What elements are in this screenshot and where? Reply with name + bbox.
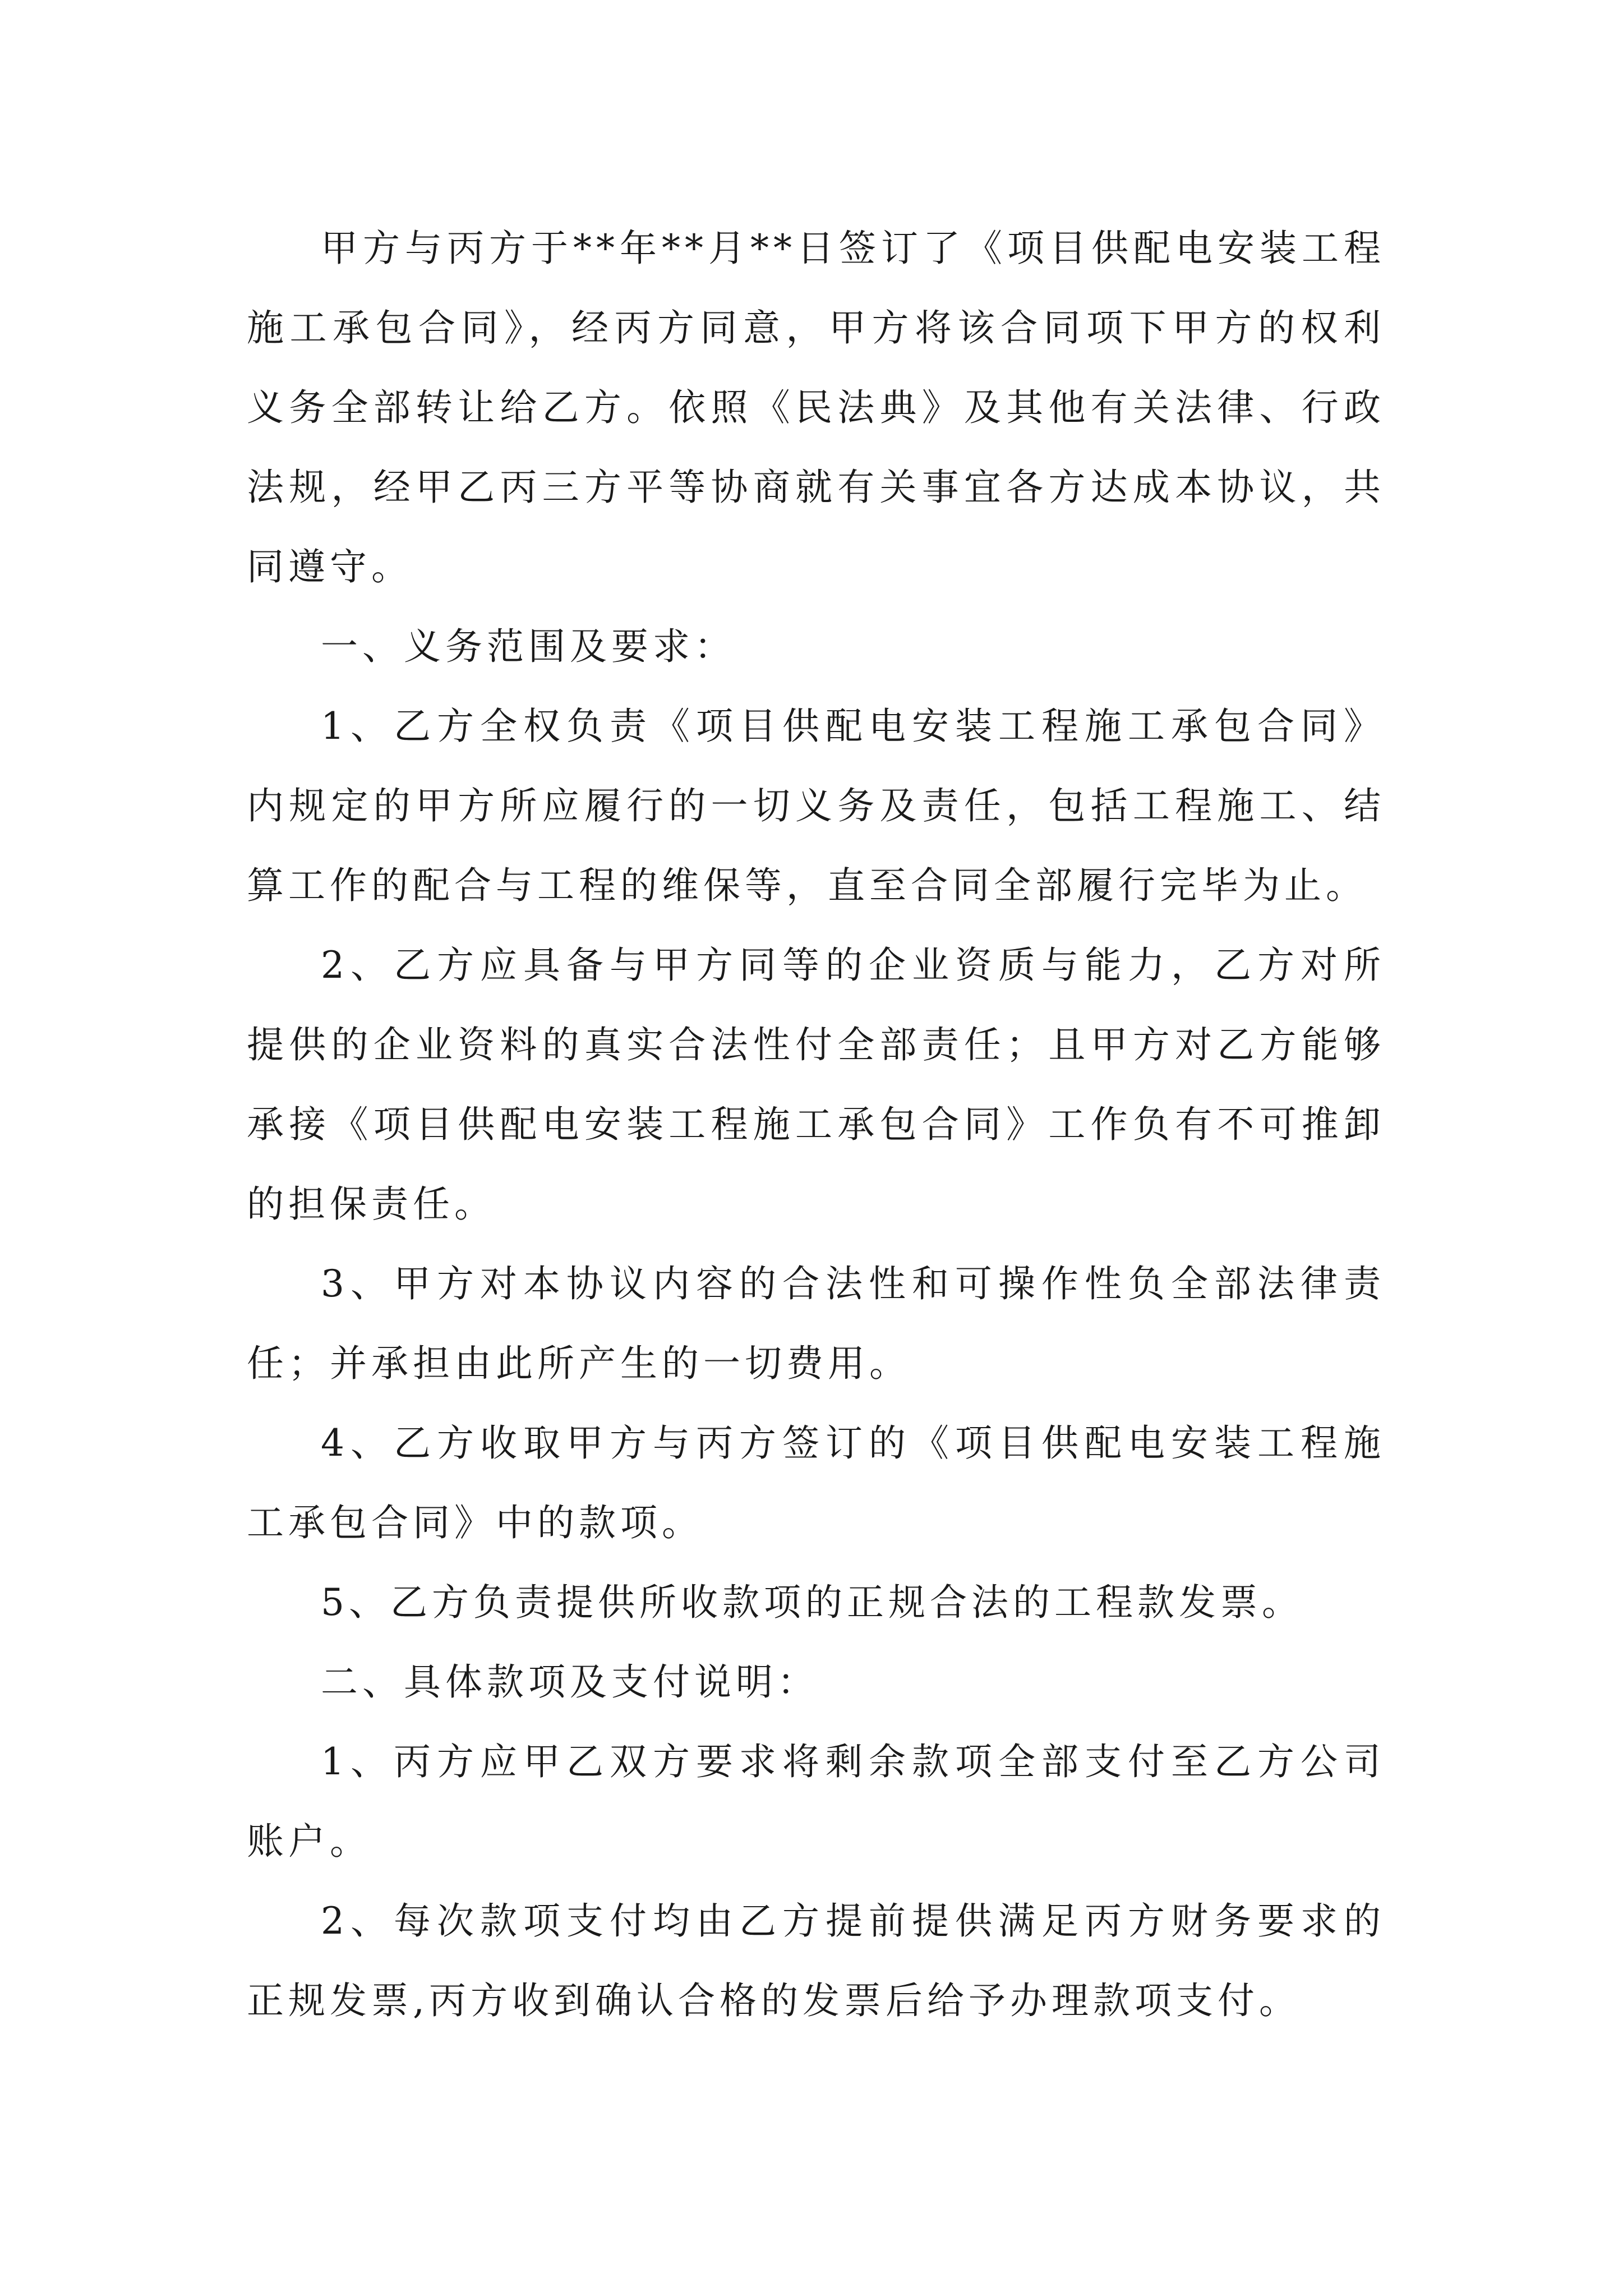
clause-2-2: 2、每次款项支付均由乙方提前提供满足丙方财务要求的正规发票,丙方收到确认合格的发票后给予办理款项支付。 — [247, 1899, 1385, 2022]
document-body — [247, 209, 1385, 2041]
clause-1-2: 2、乙方应具备与甲方同等的企业资质与能力，乙方对所提供的企业资料的真实合法性付全部责任；且甲方对乙方能够承接《项目供配电安装工程施工承包合同》工作负有不可推卸的担保责任。 — [247, 944, 1385, 1226]
section-heading-payment: 二、具体款项及支付说明： — [321, 1660, 819, 1704]
clause-2-1: 1、丙方应甲乙双方要求将剩余款项全部支付至乙方公司账户。 — [247, 1740, 1385, 1863]
clause-1-3: 3、甲方对本协议内容的合法性和可操作性负全部法律责任；并承担由此所产生的一切费用。 — [247, 1262, 1385, 1385]
section-heading-obligations: 一、义务范围及要求： — [321, 625, 736, 668]
clause-1-1: 1、乙方全权负责《项目供配电安装工程施工承包合同》内规定的甲方所应履行的一切义务及责任，包括工程施工、结算工作的配合与工程的维保等，直至合同全部履行完毕为止。 — [247, 705, 1385, 907]
paragraph-intro: 甲方与丙方于**年**月**日签订了《项目供配电安装工程施工承包合同》，经丙方同意，甲方将该合同项下甲方的权利义务全部转让给乙方。依照《民法典》及其他有关法律、行政法规，经甲乙丙三方平等协商就有关事宜各方达成本协议，共同遵守。 — [247, 227, 1385, 588]
clause-1-5: 5、乙方负责提供所收款项的正规合法的工程款发票。 — [321, 1581, 1303, 1624]
clause-1-4: 4、乙方收取甲方与丙方签订的《项目供配电安装工程施工承包合同》中的款项。 — [247, 1421, 1385, 1544]
